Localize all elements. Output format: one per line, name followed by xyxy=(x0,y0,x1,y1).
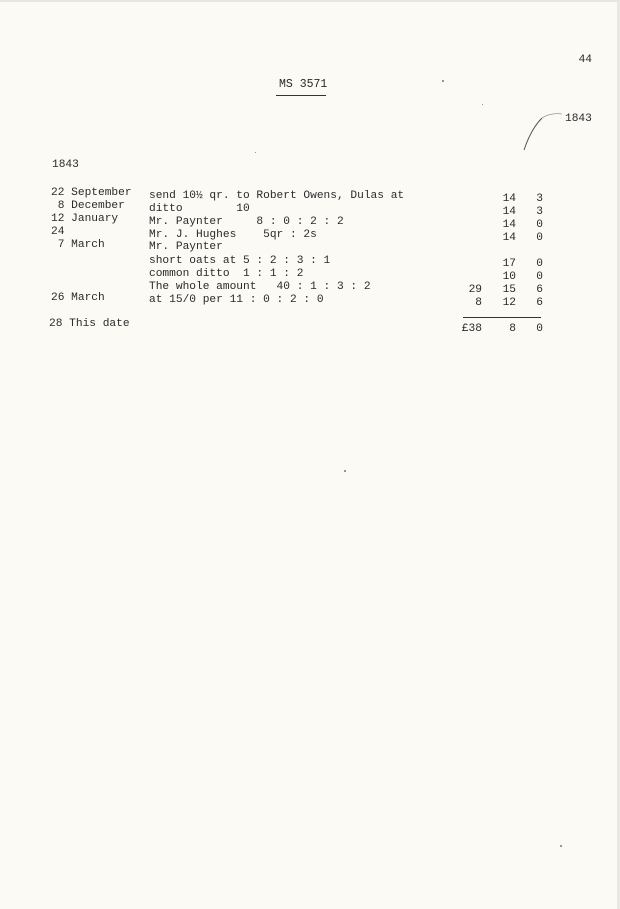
total-amount-pence: 0 xyxy=(536,323,543,335)
entry-amount-shillings: 17 xyxy=(502,258,516,270)
manuscript-number: MS 3571 xyxy=(279,78,328,91)
entry-amount-pence: 0 xyxy=(536,258,543,270)
entry-description: at 15/0 per 11 : 0 : 2 : 0 xyxy=(149,294,324,306)
entry-date: 12 January xyxy=(51,213,119,225)
entry-amount-pounds: 8 xyxy=(475,297,482,309)
entry-description: ditto 10 xyxy=(149,203,250,215)
entry-description: send 10½ qr. to Robert Owens, Dulas at xyxy=(149,190,405,202)
paper-speck xyxy=(482,104,483,105)
entry-amount-shillings: 12 xyxy=(502,297,516,309)
entry-description: short oats at 5 : 2 : 3 : 1 xyxy=(149,255,331,267)
total-date: 28 This date xyxy=(49,318,130,330)
paper-speck xyxy=(255,152,256,153)
entry-date: 7 March xyxy=(51,239,105,251)
entry-amount-shillings: 14 xyxy=(502,232,516,244)
entry-amount-pence: 6 xyxy=(536,297,543,309)
pencil-mark-icon xyxy=(516,108,566,153)
entry-amount-shillings: 15 xyxy=(502,284,516,296)
entry-amount-shillings: 10 xyxy=(502,271,516,283)
title-underline xyxy=(276,95,326,96)
entry-description: Mr. J. Hughes 5qr : 2s xyxy=(149,229,317,241)
year-annotation: 1843 xyxy=(565,113,592,125)
entry-amount-pence: 3 xyxy=(536,206,543,218)
entry-description: common ditto 1 : 1 : 2 xyxy=(149,268,304,280)
total-rule xyxy=(463,317,541,318)
entry-amount-shillings: 14 xyxy=(502,193,516,205)
entry-amount-pence: 0 xyxy=(536,271,543,283)
entry-amount-shillings: 14 xyxy=(502,206,516,218)
entry-amount-pence: 6 xyxy=(536,284,543,296)
paper-speck xyxy=(344,470,346,472)
entry-description: Mr. Paynter xyxy=(149,241,223,253)
entry-description: The whole amount 40 : 1 : 3 : 2 xyxy=(149,281,371,293)
entry-amount-pence: 3 xyxy=(536,193,543,205)
entry-amount-pounds: 29 xyxy=(468,284,482,296)
account-year: 1843 xyxy=(52,159,79,171)
total-amount-shillings: 8 xyxy=(509,323,516,335)
paper-speck xyxy=(442,80,444,82)
folio-number: 44 xyxy=(578,54,592,66)
entry-date: 22 September xyxy=(51,187,132,199)
entry-amount-pence: 0 xyxy=(536,219,543,231)
paper-speck xyxy=(560,845,562,847)
entry-date: 24 xyxy=(51,226,65,238)
entry-amount-pence: 0 xyxy=(536,232,543,244)
total-amount-pounds: £38 xyxy=(461,323,482,335)
entry-description: Mr. Paynter 8 : 0 : 2 : 2 xyxy=(149,216,344,228)
entry-date: 8 December xyxy=(51,200,125,212)
entry-date: 26 March xyxy=(51,292,105,304)
entry-amount-shillings: 14 xyxy=(502,219,516,231)
